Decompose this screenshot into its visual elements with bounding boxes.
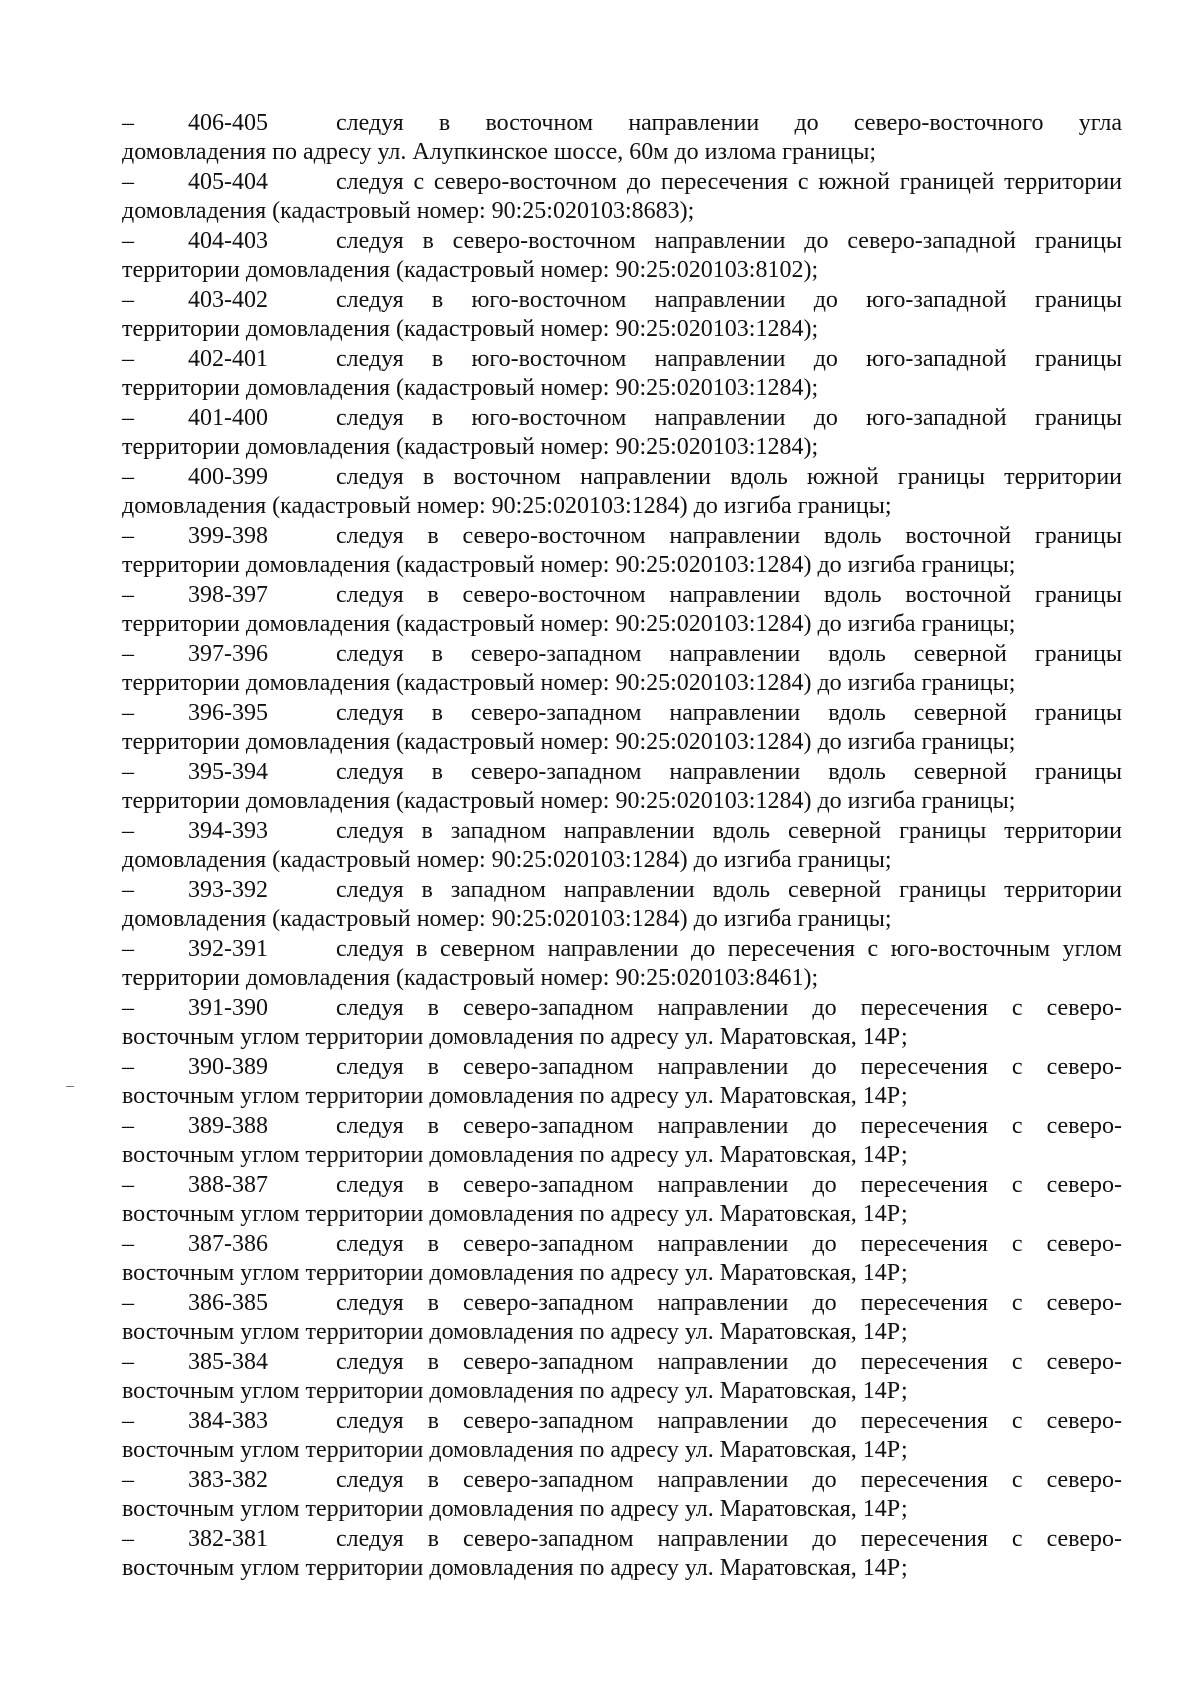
entry-first-line (122, 759, 1122, 788)
scan-artifact (66, 1086, 74, 1087)
list-dash: – (122, 169, 134, 195)
entry-continuation: территории домовладения (кадастровый номер: 90:25:020103:1284); (122, 316, 819, 342)
segment-number: 387-386 (188, 1231, 268, 1257)
list-dash: – (122, 641, 134, 667)
entry-description: следуя в юго-восточном направлении до юго-западной границы (336, 405, 1122, 431)
entry-description: следуя в юго-восточном направлении до юго-западной границы (336, 346, 1122, 372)
boundary-entry (122, 405, 1122, 464)
list-dash: – (122, 1290, 134, 1316)
boundary-entry (122, 228, 1122, 287)
entry-first-line (122, 346, 1122, 375)
entry-description: следуя в северо-западном направлении вдоль северной границы (336, 641, 1122, 667)
entry-first-line (122, 1408, 1122, 1437)
segment-number: 402-401 (188, 346, 268, 372)
entry-first-line (122, 1172, 1122, 1201)
segment-number: 394-393 (188, 818, 268, 844)
entry-description: следуя в северо-западном направлении до пересечения с северо- (336, 1231, 1122, 1257)
list-dash: – (122, 1349, 134, 1375)
boundary-entry (122, 1467, 1122, 1526)
entry-continuation: территории домовладения (кадастровый номер: 90:25:020103:1284) до изгиба границы; (122, 552, 1016, 578)
entry-description: следуя в северо-западном направлении до пересечения с северо- (336, 1349, 1122, 1375)
boundary-entry (122, 346, 1122, 405)
entry-first-line (122, 464, 1122, 493)
boundary-entry (122, 700, 1122, 759)
list-dash: – (122, 1231, 134, 1257)
entry-first-line (122, 169, 1122, 198)
segment-number: 393-392 (188, 877, 268, 903)
entry-continuation: домовладения (кадастровый номер: 90:25:020103:1284) до изгиба границы; (122, 847, 892, 873)
list-dash: – (122, 995, 134, 1021)
boundary-entry (122, 818, 1122, 877)
entry-first-line (122, 1290, 1122, 1319)
segment-number: 406-405 (188, 110, 268, 136)
boundary-description-list (122, 110, 1122, 1585)
boundary-entry (122, 759, 1122, 818)
boundary-entry (122, 1054, 1122, 1113)
entry-first-line (122, 995, 1122, 1024)
entry-description: следуя в северо-восточном направлении вдоль восточной границы (336, 582, 1122, 608)
segment-number: 395-394 (188, 759, 268, 785)
entry-first-line (122, 877, 1122, 906)
entry-description: следуя в северо-западном направлении вдоль северной границы (336, 700, 1122, 726)
segment-number: 390-389 (188, 1054, 268, 1080)
entry-first-line (122, 228, 1122, 257)
entry-description: следуя в восточном направлении вдоль южной границы территории (336, 464, 1122, 490)
segment-number: 391-390 (188, 995, 268, 1021)
entry-continuation: восточным углом территории домовладения по адресу ул. Маратовская, 14Р; (122, 1437, 908, 1463)
entry-first-line (122, 1231, 1122, 1260)
boundary-entry (122, 464, 1122, 523)
entry-first-line (122, 1349, 1122, 1378)
boundary-entry (122, 582, 1122, 641)
list-dash: – (122, 1054, 134, 1080)
entry-first-line (122, 641, 1122, 670)
boundary-entry (122, 1349, 1122, 1408)
boundary-entry (122, 110, 1122, 169)
boundary-entry (122, 1526, 1122, 1585)
entry-first-line (122, 818, 1122, 847)
entry-continuation: восточным углом территории домовладения по адресу ул. Маратовская, 14Р; (122, 1378, 908, 1404)
list-dash: – (122, 346, 134, 372)
entry-continuation: восточным углом территории домовладения по адресу ул. Маратовская, 14Р; (122, 1201, 908, 1227)
list-dash: – (122, 1408, 134, 1434)
entry-continuation: домовладения (кадастровый номер: 90:25:020103:1284) до изгиба границы; (122, 493, 892, 519)
list-dash: – (122, 464, 134, 490)
segment-number: 396-395 (188, 700, 268, 726)
segment-number: 388-387 (188, 1172, 268, 1198)
entry-first-line (122, 405, 1122, 434)
boundary-entry (122, 1113, 1122, 1172)
entry-first-line (122, 1467, 1122, 1496)
segment-number: 383-382 (188, 1467, 268, 1493)
entry-continuation: территории домовладения (кадастровый номер: 90:25:020103:1284); (122, 434, 819, 460)
entry-description: следуя в северном направлении до пересечения с юго-восточным углом (336, 936, 1122, 962)
entry-description: следуя в западном направлении вдоль северной границы территории (336, 877, 1122, 903)
segment-number: 392-391 (188, 936, 268, 962)
entry-continuation: территории домовладения (кадастровый номер: 90:25:020103:1284) до изгиба границы; (122, 670, 1016, 696)
boundary-entry (122, 287, 1122, 346)
entry-continuation: восточным углом территории домовладения по адресу ул. Маратовская, 14Р; (122, 1319, 908, 1345)
entry-continuation: домовладения (кадастровый номер: 90:25:020103:8683); (122, 198, 695, 224)
entry-description: следуя в западном направлении вдоль северной границы территории (336, 818, 1122, 844)
list-dash: – (122, 523, 134, 549)
segment-number: 389-388 (188, 1113, 268, 1139)
entry-continuation: восточным углом территории домовладения по адресу ул. Маратовская, 14Р; (122, 1024, 908, 1050)
entry-description: следуя в юго-восточном направлении до юго-западной границы (336, 287, 1122, 313)
segment-number: 400-399 (188, 464, 268, 490)
entry-description: следуя в северо-западном направлении до пересечения с северо- (336, 1172, 1122, 1198)
list-dash: – (122, 1526, 134, 1552)
entry-description: следуя в северо-западном направлении вдоль северной границы (336, 759, 1122, 785)
boundary-entry (122, 523, 1122, 582)
entry-first-line (122, 582, 1122, 611)
list-dash: – (122, 1172, 134, 1198)
entry-first-line (122, 110, 1122, 139)
boundary-entry (122, 1231, 1122, 1290)
entry-first-line (122, 1526, 1122, 1555)
segment-number: 386-385 (188, 1290, 268, 1316)
entry-description: следуя в северо-западном направлении до пересечения с северо- (336, 995, 1122, 1021)
list-dash: – (122, 700, 134, 726)
segment-number: 401-400 (188, 405, 268, 431)
entry-continuation: территории домовладения (кадастровый номер: 90:25:020103:1284) до изгиба границы; (122, 611, 1016, 637)
segment-number: 382-381 (188, 1526, 268, 1552)
entry-first-line (122, 936, 1122, 965)
entry-description: следуя в северо-западном направлении до пересечения с северо- (336, 1054, 1122, 1080)
entry-continuation: восточным углом территории домовладения по адресу ул. Маратовская, 14Р; (122, 1083, 908, 1109)
entry-description: следуя в северо-восточном направлении до северо-западной границы (336, 228, 1122, 254)
list-dash: – (122, 1113, 134, 1139)
entry-continuation: восточным углом территории домовладения по адресу ул. Маратовская, 14Р; (122, 1260, 908, 1286)
list-dash: – (122, 877, 134, 903)
entry-continuation: территории домовладения (кадастровый номер: 90:25:020103:1284) до изгиба границы; (122, 729, 1016, 755)
entry-first-line (122, 287, 1122, 316)
boundary-entry (122, 169, 1122, 228)
segment-number: 397-396 (188, 641, 268, 667)
segment-number: 405-404 (188, 169, 268, 195)
boundary-entry (122, 877, 1122, 936)
segment-number: 384-383 (188, 1408, 268, 1434)
entry-continuation: территории домовладения (кадастровый номер: 90:25:020103:8102); (122, 257, 819, 283)
entry-description: следуя в восточном направлении до северо-восточного угла (336, 110, 1122, 136)
boundary-entry (122, 1408, 1122, 1467)
boundary-entry (122, 1290, 1122, 1349)
boundary-entry (122, 936, 1122, 995)
entry-continuation: домовладения по адресу ул. Алупкинское шоссе, 60м до излома границы; (122, 139, 876, 165)
list-dash: – (122, 228, 134, 254)
entry-description: следуя в северо-западном направлении до пересечения с северо- (336, 1526, 1122, 1552)
entry-continuation: территории домовладения (кадастровый номер: 90:25:020103:8461); (122, 965, 819, 991)
entry-description: следуя с северо-восточном до пересечения с южной границей территории (336, 169, 1122, 195)
segment-number: 398-397 (188, 582, 268, 608)
entry-continuation: восточным углом территории домовладения по адресу ул. Маратовская, 14Р; (122, 1496, 908, 1522)
segment-number: 403-402 (188, 287, 268, 313)
list-dash: – (122, 405, 134, 431)
entry-description: следуя в северо-западном направлении до пересечения с северо- (336, 1408, 1122, 1434)
entry-continuation: территории домовладения (кадастровый номер: 90:25:020103:1284); (122, 375, 819, 401)
list-dash: – (122, 818, 134, 844)
list-dash: – (122, 582, 134, 608)
entry-description: следуя в северо-западном направлении до пересечения с северо- (336, 1467, 1122, 1493)
list-dash: – (122, 1467, 134, 1493)
boundary-entry (122, 995, 1122, 1054)
list-dash: – (122, 287, 134, 313)
entry-continuation: домовладения (кадастровый номер: 90:25:020103:1284) до изгиба границы; (122, 906, 892, 932)
list-dash: – (122, 936, 134, 962)
entry-continuation: восточным углом территории домовладения по адресу ул. Маратовская, 14Р; (122, 1555, 908, 1581)
entry-first-line (122, 523, 1122, 552)
entry-first-line (122, 1113, 1122, 1142)
entry-continuation: территории домовладения (кадастровый номер: 90:25:020103:1284) до изгиба границы; (122, 788, 1016, 814)
entry-first-line (122, 1054, 1122, 1083)
boundary-entry (122, 641, 1122, 700)
segment-number: 404-403 (188, 228, 268, 254)
segment-number: 385-384 (188, 1349, 268, 1375)
boundary-entry (122, 1172, 1122, 1231)
entry-description: следуя в северо-восточном направлении вдоль восточной границы (336, 523, 1122, 549)
list-dash: – (122, 110, 134, 136)
entry-continuation: восточным углом территории домовладения по адресу ул. Маратовская, 14Р; (122, 1142, 908, 1168)
entry-description: следуя в северо-западном направлении до пересечения с северо- (336, 1290, 1122, 1316)
list-dash: – (122, 759, 134, 785)
segment-number: 399-398 (188, 523, 268, 549)
entry-description: следуя в северо-западном направлении до пересечения с северо- (336, 1113, 1122, 1139)
entry-first-line (122, 700, 1122, 729)
